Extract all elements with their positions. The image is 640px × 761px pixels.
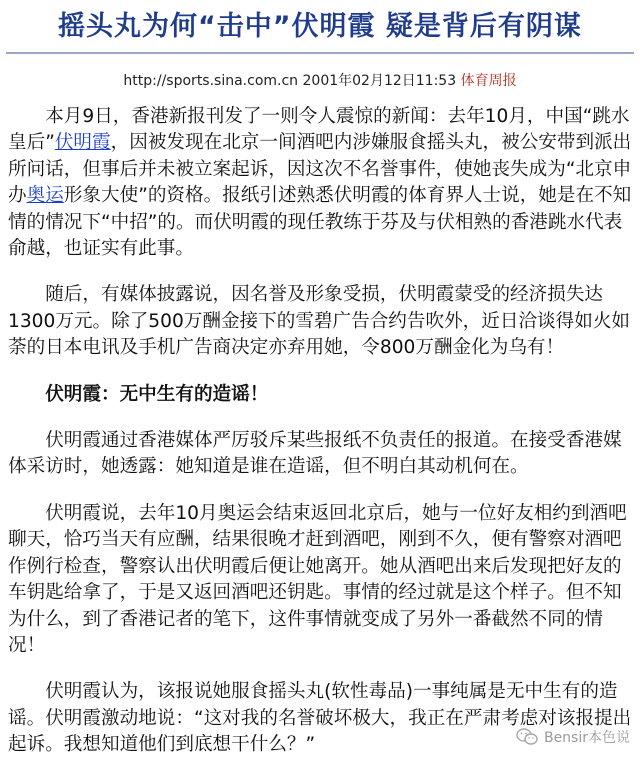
paragraph-5: 伏明霞认为，该报说她服食摇头丸(软性毒品)一事纯属是无中生有的造谣。伏明霞激动地说：“这对我的名誉破坏极大，我正在严肃考虑对该报提出起诉。我想知道他们到底想干什么？” [8,681,632,756]
headline: 摇头丸为何“击中”伏明霞 疑是背后有阴谋 [58,11,582,42]
olympics-link[interactable]: 奥运 [26,185,64,207]
paragraph-2: 随后，有媒体披露说，因名誉及形象受损，伏明霞蒙受的经济损失达1300万元。除了500万酬金接下的雪碧广告合约告吹外，近日洽谈得如火如荼的日本电讯及手机广告商决定亦弃用她，令800万酬金化为乌有！ [8,284,631,359]
watermark-text: Bensir本色说 [543,730,630,746]
wechat-icon [516,728,538,746]
subheading: 伏明霞：无中生有的造谣！ [45,383,269,405]
person-link[interactable]: 伏明霞 [54,132,111,154]
paragraph-3: 伏明霞通过香港媒体严厉驳斥某些报纸不负责任的报道。在接受香港媒体采访时，她透露：她知道是谁在造谣，但不明白其动机何在。 [8,430,622,478]
paragraph-1-text-a: 本月9日，香港新报刊发了一则令人震惊的新闻：去年10月，中国“跳水皇后” [8,106,630,154]
source-url[interactable]: http://sports.sina.com.cn [123,73,299,89]
article-meta [0,72,640,90]
paragraph-1-text-b: ，因被发现在北京一间酒吧内涉嫌服食摇头丸，被公安带到派出所问话，但事后并未被立案起诉，因这次不名誉事件，使她丧失成为“北京申办 [8,132,632,207]
paragraph-1-text-c: 形象大使”的资格。报纸引述熟悉伏明霞的体育界人士说，她是在不知情的情况下“中招”的。而伏明霞的现任教练于芬及与伏相熟的香港跳水代表俞越，也证实有此事。 [8,185,632,260]
paragraph-4: 伏明霞说，去年10月奥运会结束返回北京后，她与一位好友相约到酒吧聊天，恰巧当天有应酬，结果很晚才赶到酒吧，刚到不久，便有警察对酒吧作例行检查，警察认出伏明霞后便让她离开。她从酒吧出来后发现把好友的车钥匙给拿了，于是又返回酒吧还钥匙。事情的经过就是这个样子。但不知为什么，到了香港记者的笔下，这件事情就变成了另外一番截然不同的情况！ [8,502,627,656]
source-name[interactable]: 体育周报 [460,73,517,89]
publish-datetime: 2001年02月12日11:53 [302,73,457,89]
watermark [516,727,630,747]
paragraph-1 [8,104,636,262]
headline-divider [6,52,634,54]
article-body [0,104,636,759]
